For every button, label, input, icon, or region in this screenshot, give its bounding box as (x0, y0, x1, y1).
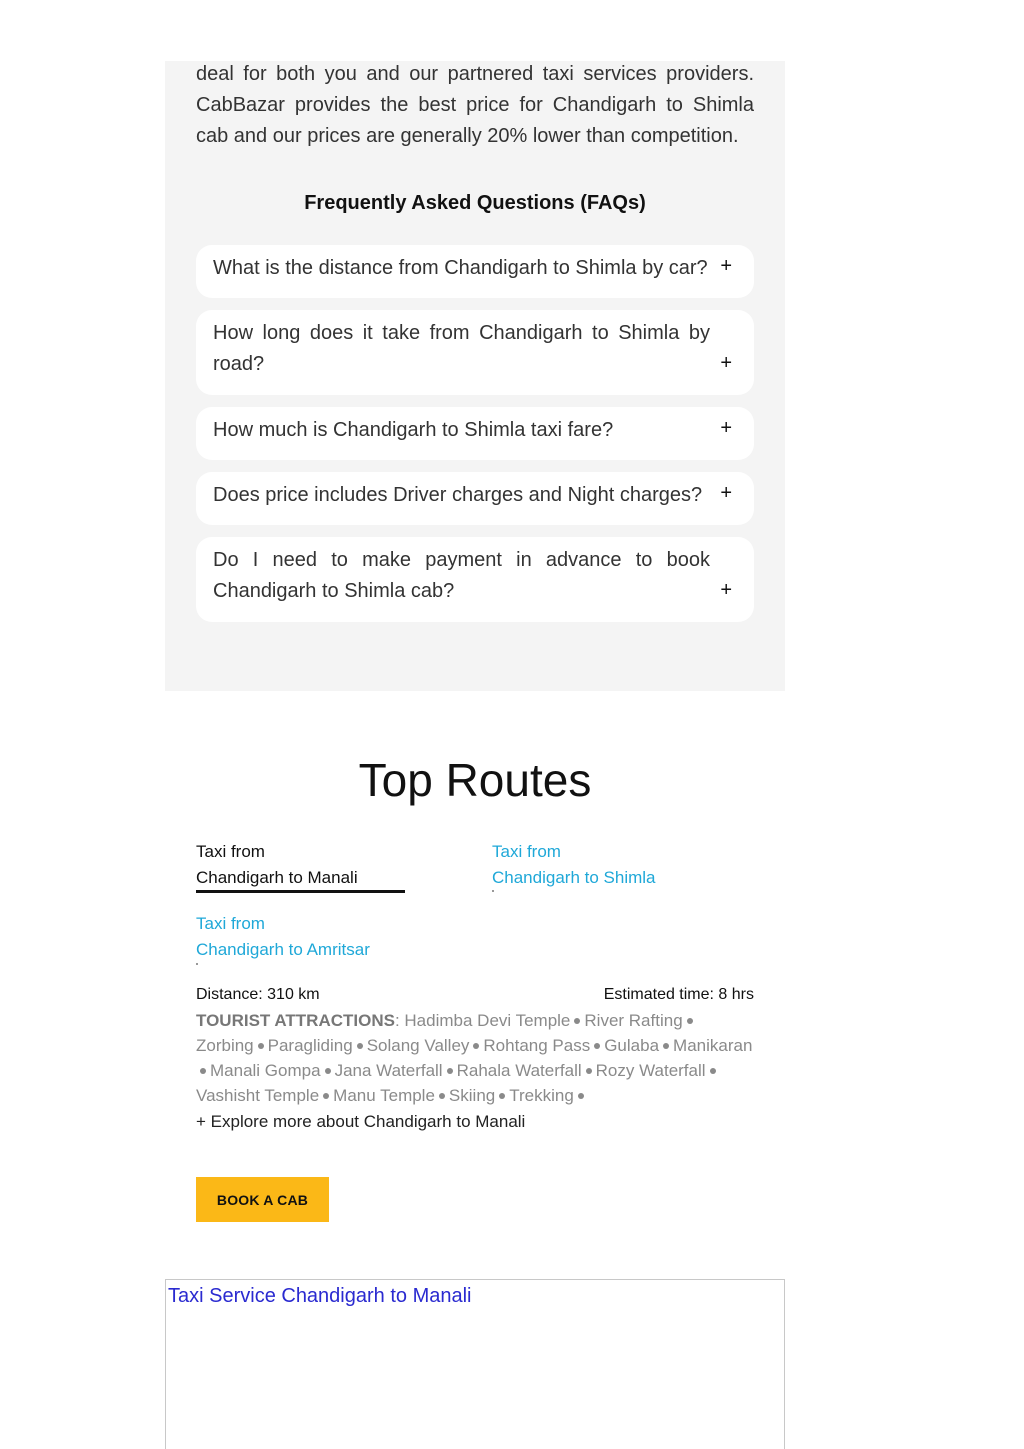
taxi-service-link[interactable]: Taxi Service Chandigarh to Manali (168, 1285, 472, 1307)
faq-question: What is the distance from Chandigarh to Shimla by car? (213, 257, 708, 279)
bullet-dot-icon (323, 1093, 329, 1099)
plus-icon[interactable]: + (720, 255, 732, 277)
faq-item-distance[interactable] (196, 245, 754, 298)
faq-item-fare[interactable] (196, 407, 754, 460)
plus-icon[interactable]: + (720, 352, 732, 374)
explore-more-link[interactable]: + Explore more about Chandigarh to Manali (196, 1112, 526, 1131)
faq-question: Do I need to make payment in advance to book Chandigarh to Shimla cab? (213, 549, 710, 602)
attraction-item: Jana Waterfall (334, 1061, 443, 1080)
bullet-dot-icon (710, 1068, 716, 1074)
bullet-dot-icon (499, 1093, 505, 1099)
route-tab-line2: Chandigarh to Manali (196, 868, 358, 887)
bullet-dot-icon (663, 1043, 669, 1049)
attraction-item: Manikaran (673, 1036, 753, 1055)
top-routes-heading: Top Routes (358, 754, 592, 806)
route-stats (196, 984, 754, 1008)
attractions-label: TOURIST ATTRACTIONS (196, 1011, 395, 1030)
faq-question: How long does it take from Chandigarh to Shimla by road? (213, 322, 710, 375)
attraction-item: Skiing (448, 1086, 496, 1105)
route-tab-line2: Chandigarh to Shimla (492, 868, 656, 887)
bullet-dot-icon (439, 1093, 445, 1099)
bullet-dot-icon (258, 1043, 264, 1049)
route-tab-line1: Taxi from (196, 842, 265, 861)
estimated-time-value: Estimated time: 8 hrs (603, 986, 754, 1003)
route-tab-shimla[interactable] (492, 839, 655, 891)
active-tab-underline (196, 890, 405, 893)
tab-marker (196, 963, 198, 965)
bullet-dot-icon (200, 1068, 206, 1074)
bullet-dot-icon (594, 1043, 600, 1049)
bullet-dot-icon (325, 1068, 331, 1074)
distance-value: Distance: 310 km (196, 986, 320, 1003)
faq-item-driver-charges[interactable] (196, 472, 754, 525)
book-a-cab-button[interactable]: BOOK A CAB (196, 1177, 329, 1222)
plus-icon[interactable]: + (720, 417, 732, 439)
attraction-item: Manali Gompa (210, 1061, 321, 1080)
intro-paragraph: deal for both you and our partnered taxi services providers. CabBazar provides the best price for Chandigarh to Shimla cab and our prices are generally 20% lower than competition. (196, 63, 754, 147)
attraction-item: Gulaba (604, 1036, 660, 1055)
faq-item-advance-payment[interactable] (196, 537, 754, 622)
bullet-dot-icon (357, 1043, 363, 1049)
attraction-item: Rahala Waterfall (456, 1061, 582, 1080)
route-tab-manali[interactable] (196, 839, 358, 891)
bullet-dot-icon (578, 1093, 584, 1099)
attraction-item: River Rafting (584, 1011, 683, 1030)
attraction-item: Paragliding (267, 1036, 353, 1055)
plus-icon[interactable]: + (720, 579, 732, 601)
faq-question: Does price includes Driver charges and Night charges? (213, 484, 703, 506)
plus-icon[interactable]: + (720, 482, 732, 504)
bullet-dot-icon (687, 1018, 693, 1024)
route-tab-line1: Taxi from (492, 842, 561, 861)
attraction-item: Rohtang Pass (483, 1036, 591, 1055)
route-tab-amritsar[interactable] (196, 911, 370, 963)
route-detail (196, 984, 754, 1132)
route-tab-line2: Chandigarh to Amritsar (196, 940, 370, 959)
attraction-item: Vashisht Temple (196, 1086, 320, 1105)
faq-question: How much is Chandigarh to Shimla taxi fare? (213, 419, 614, 441)
attraction-item: Manu Temple (333, 1086, 435, 1105)
bullet-dot-icon (574, 1018, 580, 1024)
attraction-item: Rozy Waterfall (595, 1061, 706, 1080)
embedded-frame (165, 1279, 785, 1449)
faq-heading: Frequently Asked Questions (FAQs) (304, 192, 646, 214)
tab-marker (492, 890, 494, 892)
attraction-item: Trekking (509, 1086, 574, 1105)
faq-item-duration[interactable] (196, 310, 754, 395)
route-tab-line1: Taxi from (196, 914, 265, 933)
bullet-dot-icon (586, 1068, 592, 1074)
bullet-dot-icon (447, 1068, 453, 1074)
attraction-item: Hadimba Devi Temple (404, 1011, 571, 1030)
attraction-item: Zorbing (196, 1036, 254, 1055)
attraction-item: Solang Valley (366, 1036, 470, 1055)
bullet-dot-icon (473, 1043, 479, 1049)
tourist-attractions: TOURIST ATTRACTIONS: Hadimba Devi Temple River RaftingZorbing Paragliding Solang Valley Rohtang Pass Gulaba ManikaranManali Gompa Jana Waterfall Rahala Waterfall Rozy WaterfallVashisht Temple Manu Temple Skiing Trekking (196, 1011, 753, 1105)
